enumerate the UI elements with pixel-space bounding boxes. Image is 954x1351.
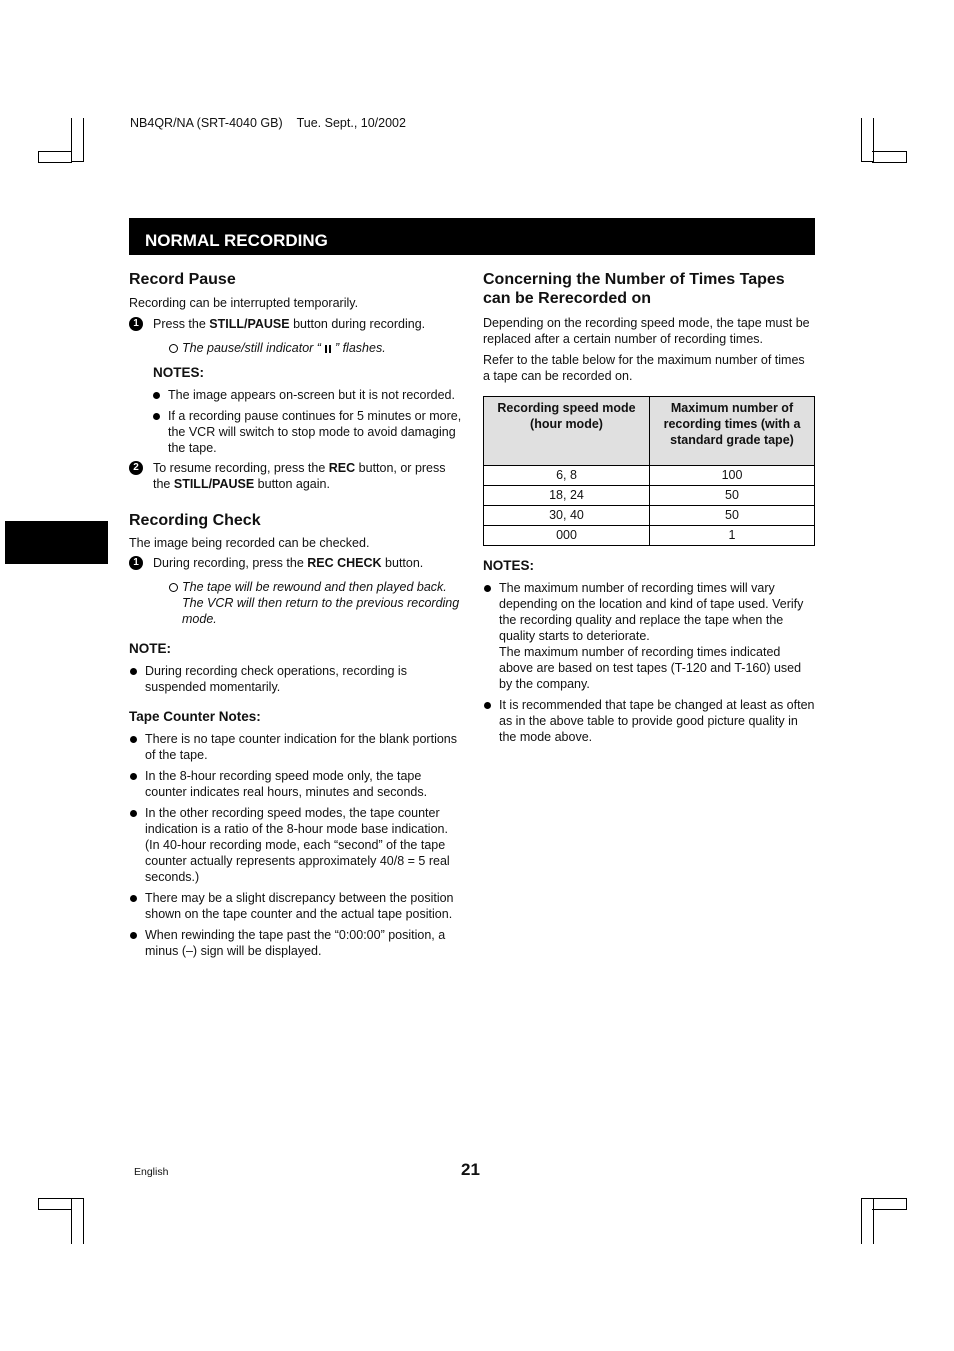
record-pause-notes-heading: NOTES: [153, 365, 205, 380]
bullet-icon [130, 895, 137, 902]
bullet-icon [153, 413, 160, 420]
left-column [129, 270, 464, 959]
record-pause-step-1: 1 Press the STILL/PAUSE button during recording. [129, 316, 464, 332]
step-number-1: 1 [129, 317, 143, 331]
doc-code: NB4QR/NA (SRT-4040 GB) [130, 116, 283, 130]
tape-counter-heading: Tape Counter Notes: [129, 709, 261, 724]
table-cell: 1 [650, 526, 815, 546]
step-number-2: 2 [129, 461, 143, 475]
circle-bullet-icon [169, 344, 178, 353]
bullet-icon [130, 932, 137, 939]
crop-mark-top-left [71, 118, 84, 162]
section-title: NORMAL RECORDING [145, 231, 328, 250]
rerecord-para-2: Refer to the table below for the maximum number of times a tape can be recorded on. [483, 353, 805, 383]
rerecord-note: It is recommended that tape be changed at least as often as in the above table to provide good picture quality in the mode above. [483, 697, 815, 745]
circle-bullet-icon [169, 583, 178, 592]
pause-icon [325, 345, 331, 353]
bullet-icon [153, 392, 160, 399]
tape-counter-note: There may be a slight discrepancy between the position shown on the tape counter and the actual tape position. [129, 890, 464, 922]
recording-check-step-1: 1 During recording, press the REC CHECK button. [129, 555, 464, 571]
recording-check-note: During recording check operations, recording is suspended momentarily. [129, 663, 464, 695]
table-header-cell: Maximum number of recording times (with a standard grade tape) [650, 397, 815, 466]
step-number-1: 1 [129, 556, 143, 570]
tape-counter-note: When rewinding the tape past the “0:00:00” position, a minus (–) sign will be displayed. [129, 927, 464, 959]
recording-times-table [483, 396, 815, 546]
record-pause-step-1-result: The pause/still indicator “ ” flashes. [129, 340, 464, 356]
bullet-icon [130, 736, 137, 743]
crop-mark-bottom-left [71, 1198, 84, 1244]
table-cell: 18, 24 [484, 486, 650, 506]
bullet-icon [484, 702, 491, 709]
bullet-icon [130, 668, 137, 675]
table-row [484, 526, 815, 546]
recording-check-step-1-result: The tape will be rewound and then played back. The VCR will then return to the previous recording mode. [129, 579, 464, 627]
table-cell: 50 [650, 486, 815, 506]
rerecord-heading: Concerning the Number of Times Tapes can be Rerecorded on [483, 271, 785, 307]
side-tab [5, 521, 108, 564]
section-banner [129, 218, 815, 255]
table-row [484, 466, 815, 486]
footer-language: English [134, 1166, 169, 1178]
rerecord-notes-heading: NOTES: [483, 558, 535, 573]
bullet-icon [130, 773, 137, 780]
bullet-icon [484, 585, 491, 592]
table-row [484, 506, 815, 526]
crop-mark-bottom-left-h [38, 1198, 72, 1210]
doc-date: Tue. Sept., 10/2002 [296, 116, 406, 130]
rerecord-note: The maximum number of recording times will vary depending on the location and kind of tape used. Verify the recording quality and replace the tape when the quality starts to deteriorate. The maximum number of recording times indicated above are based on test tapes (T-120 and T-160) used by the company. [483, 580, 815, 692]
tape-counter-note: There is no tape counter indication for the blank portions of the tape. [129, 731, 464, 763]
crop-mark-bottom-right-h [872, 1198, 907, 1210]
doc-header [130, 116, 406, 130]
recording-check-heading: Recording Check [129, 512, 261, 529]
table-cell: 50 [650, 506, 815, 526]
table-header-cell: Recording speed mode (hour mode) [484, 397, 650, 466]
page-number: 21 [461, 1160, 480, 1179]
record-pause-step-2: 2 To resume recording, press the REC button, or press the STILL/PAUSE button again. [129, 460, 464, 492]
record-pause-heading: Record Pause [129, 271, 236, 288]
bullet-icon [130, 810, 137, 817]
recording-check-note-heading: NOTE: [129, 641, 171, 656]
table-row [484, 486, 815, 506]
table-cell: 000 [484, 526, 650, 546]
table-header-row [484, 397, 815, 466]
record-pause-note: The image appears on-screen but it is not recorded. [152, 387, 464, 403]
tape-counter-note: In the other recording speed modes, the tape counter indication is a ratio of the 8-hour mode base indication. (In 40-hour recording mode, each “second” of the tape counter actually represents approximately 40/8 = 5 real seconds.) [129, 805, 464, 885]
right-column [483, 270, 815, 745]
record-pause-note: If a recording pause continues for 5 minutes or more, the VCR will switch to stop mode to avoid damaging the tape. [152, 408, 464, 456]
table-cell: 100 [650, 466, 815, 486]
record-pause-intro: Recording can be interrupted temporarily. [129, 296, 359, 310]
tape-counter-note: In the 8-hour recording speed mode only, the tape counter indicates real hours, minutes and seconds. [129, 768, 464, 800]
table-cell: 30, 40 [484, 506, 650, 526]
crop-mark-top-right-h [872, 151, 907, 163]
crop-mark-top-left-h [38, 151, 72, 163]
recording-check-intro: The image being recorded can be checked. [129, 536, 370, 550]
table-cell: 6, 8 [484, 466, 650, 486]
rerecord-para-1: Depending on the recording speed mode, the tape must be replaced after a certain number of recording times. [483, 316, 810, 346]
